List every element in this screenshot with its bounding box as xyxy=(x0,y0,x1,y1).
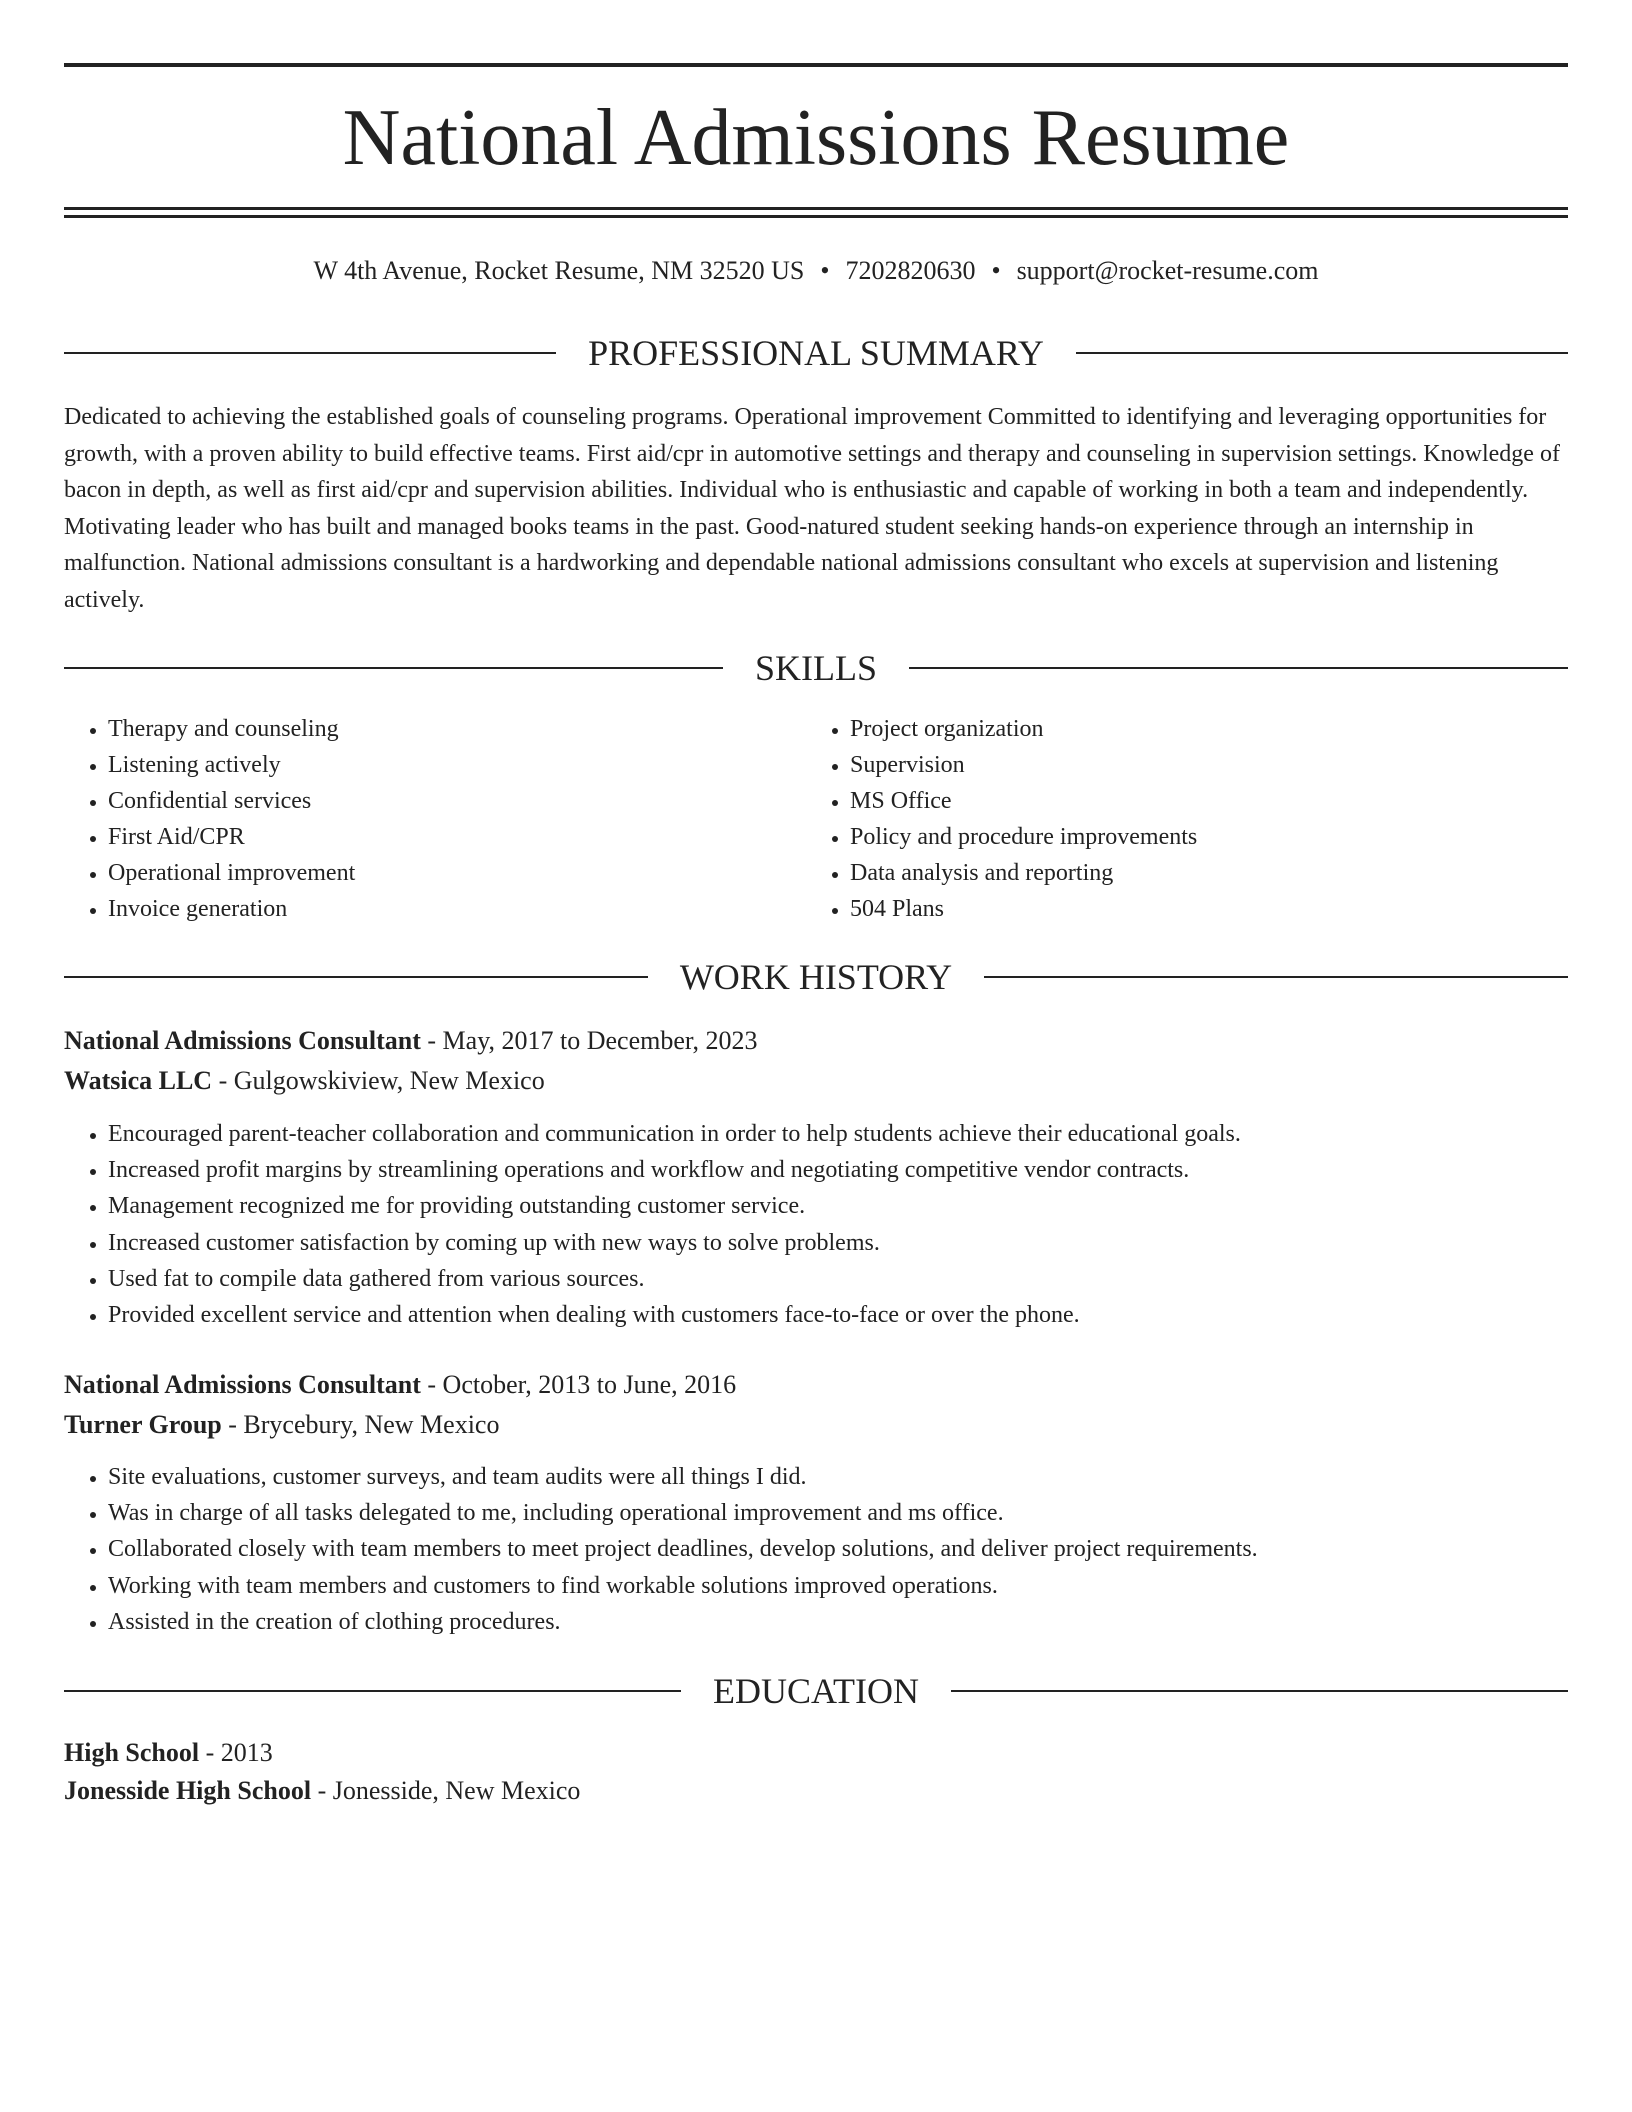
job-bullet: • Encouraged parent-teacher collaboration and communication in order to help students achieve their educational goals. xyxy=(108,1116,1588,1152)
job-bullet: • Collaborated closely with team members to meet project deadlines, develop solutions, and deliver project requirements. xyxy=(108,1531,1588,1567)
section-title: WORK HISTORY xyxy=(679,957,953,997)
education-degree: High School xyxy=(64,1738,200,1767)
job-title-line xyxy=(64,1022,1568,1060)
heading-rule xyxy=(1076,352,1568,354)
skill-item: • First Aid/CPR xyxy=(108,819,808,855)
heading-rule xyxy=(909,667,1568,669)
skill-item: • Invoice generation xyxy=(108,891,808,927)
job-bullet: • Provided excellent service and attention when dealing with customers face-to-face or over the phone. xyxy=(108,1297,1588,1333)
education-heading xyxy=(64,1669,1568,1713)
skills-left-list xyxy=(64,711,808,927)
resume-title: National Admissions Resume xyxy=(342,94,1290,182)
double-rule xyxy=(64,207,1568,218)
heading-rule xyxy=(984,976,1568,978)
skill-item: • Operational improvement xyxy=(108,855,808,891)
job-company: Watsica LLC xyxy=(64,1066,213,1095)
education-degree-line xyxy=(64,1734,1568,1772)
section-title: EDUCATION xyxy=(713,1671,919,1711)
skill-item: • MS Office xyxy=(850,783,1550,819)
skill-item: • Data analysis and reporting xyxy=(850,855,1550,891)
contact-address: W 4th Avenue, Rocket Resume, NM 32520 US xyxy=(313,256,805,285)
job-bullet: • Was in charge of all tasks delegated to me, including operational improvement and ms office. xyxy=(108,1495,1588,1531)
job-bullet: • Management recognized me for providing outstanding customer service. xyxy=(108,1188,1588,1224)
job-company-line xyxy=(64,1406,1568,1444)
skill-item: • Therapy and counseling xyxy=(108,711,808,747)
job-dates: - May, 2017 to December, 2023 xyxy=(420,1026,758,1055)
contact-email: support@rocket-resume.com xyxy=(1016,256,1319,285)
heading-rule xyxy=(64,976,648,978)
skill-item: • Listening actively xyxy=(108,747,808,783)
job-bullet: • Increased customer satisfaction by coming up with new ways to solve problems. xyxy=(108,1225,1588,1261)
work-heading xyxy=(64,955,1568,999)
section-title: PROFESSIONAL SUMMARY xyxy=(588,333,1044,373)
job-title-line xyxy=(64,1366,1568,1404)
top-rule xyxy=(64,63,1568,67)
heading-rule xyxy=(64,667,723,669)
job-company: Turner Group xyxy=(64,1410,222,1439)
job-bullet: • Used fat to compile data gathered from various sources. xyxy=(108,1261,1588,1297)
job-bullet: • Assisted in the creation of clothing procedures. xyxy=(108,1604,1588,1640)
job-bullets xyxy=(64,1459,1588,1640)
job-company-line xyxy=(64,1062,1568,1100)
skills-heading xyxy=(64,646,1568,690)
skill-item: • Project organization xyxy=(850,711,1550,747)
skills-right-list xyxy=(806,711,1550,927)
education-school-line xyxy=(64,1772,1568,1810)
skill-item: • Policy and procedure improvements xyxy=(850,819,1550,855)
contact-phone: 7202820630 xyxy=(845,256,976,285)
job-location: - Brycebury, New Mexico xyxy=(221,1410,500,1439)
job-bullets xyxy=(64,1116,1588,1333)
education-year: - 2013 xyxy=(199,1738,273,1767)
job-location: - Gulgowskiview, New Mexico xyxy=(212,1066,545,1095)
skill-item: • Confidential services xyxy=(108,783,808,819)
job-bullet: • Site evaluations, customer surveys, and team audits were all things I did. xyxy=(108,1459,1588,1495)
job-title: National Admissions Consultant xyxy=(64,1370,421,1399)
heading-rule xyxy=(64,352,556,354)
skill-item: • Supervision xyxy=(850,747,1550,783)
skill-item: • 504 Plans xyxy=(850,891,1550,927)
education-school: Jonesside High School xyxy=(64,1776,312,1805)
job-bullet: • Increased profit margins by streamlining operations and workflow and negotiating competitive vendor contracts. xyxy=(108,1152,1588,1188)
job-title: National Admissions Consultant xyxy=(64,1026,421,1055)
contact-line xyxy=(64,253,1568,289)
job-dates: - October, 2013 to June, 2016 xyxy=(420,1370,737,1399)
section-title: SKILLS xyxy=(755,648,878,688)
summary-text: Dedicated to achieving the established goals of counseling programs. Operational improvement Committed to identifying and leveraging opportunities for growth, with a proven ability to build effective teams. First aid/cpr in automotive settings and therapy and counseling in supervision settings. Knowledge of bacon in depth, as well as first aid/cpr and supervision abilities. Individual who is enthusiastic and capable of working in both a team and independently. Motivating leader who has built and managed books teams in the past. Good-natured student seeking hands-on experience through an internship in malfunction. National admissions consultant is a hardworking and dependable national admissions consultant who excels at supervision and listening actively. xyxy=(64,404,1560,613)
contact-separator: • xyxy=(991,256,1001,285)
heading-rule xyxy=(64,1690,681,1692)
education-location: - Jonesside, New Mexico xyxy=(311,1776,581,1805)
contact-separator: • xyxy=(820,256,830,285)
heading-rule xyxy=(951,1690,1568,1692)
job-bullet: • Working with team members and customers to find workable solutions improved operations. xyxy=(108,1568,1588,1604)
summary-heading xyxy=(64,331,1568,375)
